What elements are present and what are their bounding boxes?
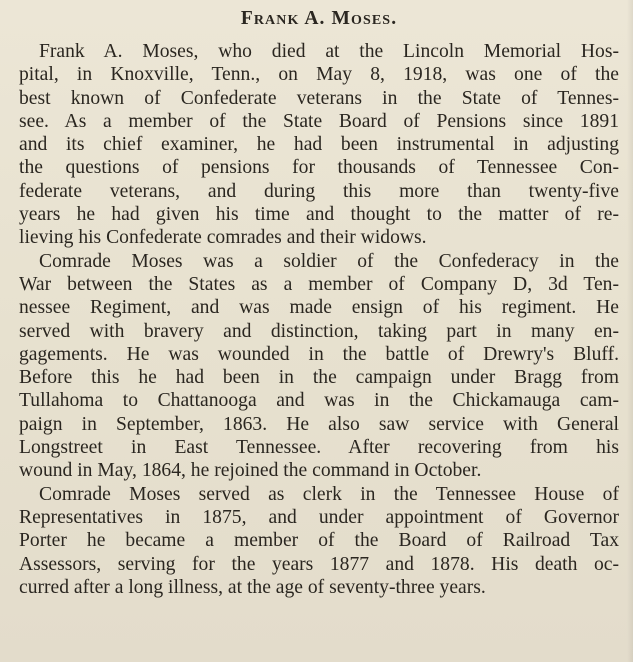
- text-line: gagements. He was wounded in the battle of Drewry's Bluff.: [19, 343, 619, 365]
- text-line: the questions of pensions for thousands of Tennessee Con-: [19, 157, 619, 179]
- text-line: Tullahoma to Chattanooga and was in the Chickamauga cam-: [19, 390, 619, 412]
- text-line: wound in May, 1864, he rejoined the command in October.: [19, 460, 482, 482]
- text-line: years he had given his time and thought to the matter of re-: [19, 204, 619, 226]
- text-line: Longstreet in East Tennessee. After recovering from his: [19, 437, 619, 459]
- text-line: Frank A. Moses, who died at the Lincoln Memorial Hos-: [39, 41, 619, 62]
- text-line: Comrade Moses served as clerk in the Tennessee House of: [39, 483, 619, 505]
- text-line: Assessors, serving for the years 1877 and 1878. His death oc-: [19, 553, 619, 575]
- text-line: War between the States as a member of Company D, 3d Ten-: [19, 273, 619, 295]
- text-line: Comrade Moses was a soldier of the Confederacy in the: [39, 250, 619, 272]
- text-line: and its chief examiner, he had been instrumental in adjusting: [19, 134, 619, 156]
- paragraph-1: [19, 40, 619, 250]
- text-line: Before this he had been in the campaign under Bragg from: [19, 367, 619, 389]
- text-line: curred after a long illness, at the age of seventy-three years.: [19, 576, 486, 598]
- text-line: see. As a member of the State Board of Pensions since 1891: [19, 110, 619, 132]
- paragraph-3: [19, 483, 619, 599]
- text-line: federate veterans, and during this more than twenty-five: [19, 180, 619, 202]
- text-line: Representatives in 1875, and under appointment of Governor: [19, 506, 619, 528]
- text-line: best known of Confederate veterans in the State of Tennes-: [19, 87, 619, 109]
- paragraph-2: [19, 250, 619, 483]
- text-line: lieving his Confederate comrades and their widows.: [19, 227, 427, 249]
- text-line: paign in September, 1863. He also saw service with General: [19, 413, 619, 435]
- article-title: Frank A. Moses.: [240, 8, 398, 29]
- text-line: served with bravery and distinction, taking part in many en-: [19, 320, 619, 342]
- text-line: pital, in Knoxville, Tenn., on May 8, 1918, was one of the: [19, 64, 619, 86]
- text-line: Porter he became a member of the Board of Railroad Tax: [19, 530, 619, 552]
- page-edge-shadow: [627, 0, 633, 662]
- text-line: nessee Regiment, and was made ensign of his regiment. He: [19, 297, 619, 319]
